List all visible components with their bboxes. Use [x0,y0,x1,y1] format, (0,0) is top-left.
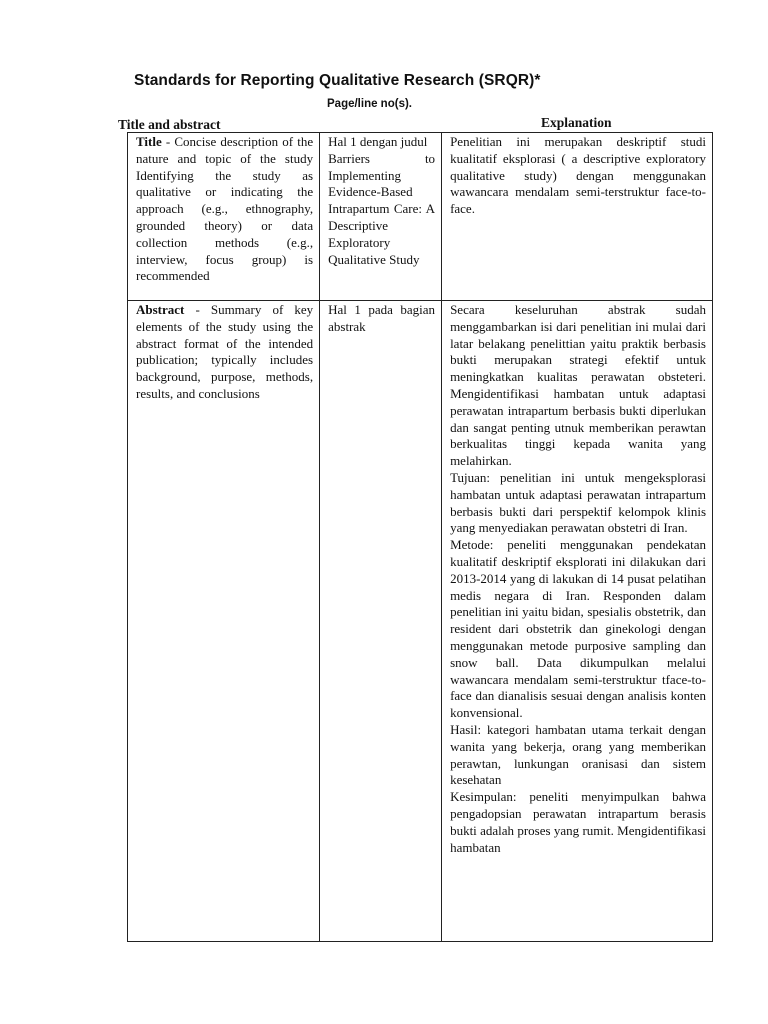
explanation-paragraph: Penelitian ini merupakan deskriptif studi kualitatif eksplorasi ( a descriptive exploratory qualitative study) dengan menggunakan wawancara mendalam semi-terstruktur face-to-face. [450,134,706,217]
page-ref-cell [320,133,442,301]
explanation-cell [442,133,713,301]
item-name: Abstract [136,302,185,317]
page-line-column-header: Page/line no(s). [327,98,412,110]
explanation-paragraph: Hasil: kategori hambatan utama terkait dengan wanita yang bekerja, orang yang memberikan perawtan, lunkungan oranisasi dan sistem kesehatan [450,721,706,788]
page-ref: Hal 1 pada bagian abstrak [328,302,436,334]
page-ref-cell [320,301,442,942]
page-ref: Hal 1 dengan judul [328,134,428,149]
explanation-paragraph: Secara keseluruhan abstrak sudah menggambarkan isi dari penelitian ini mulai dari latar belakang penelittian yaitu praktik berbasis bukti merupakan strategi efektif untuk meningkatkan kualitas perawatan obsteteri. Mengidentifikasi hambatan untuk adaptasi perawatan intrapartum berbasis bukti diperlukan dan sangat penting utnuk memberikan perawtan berkualitas tinggi kepada wanita yang melahirkan. [450,302,706,469]
explanation-column-header: Explanation [541,115,612,130]
page-ref-detail: Barriers to Implementing Evidence-Based Intrapartum Care: A Descriptive Exploratory Qualitative Study [328,150,436,267]
explanation-paragraph: Tujuan: penelitian ini untuk mengeksplorasi hambatan untuk adaptasi perawatan intrapartum berbasis bukti dari perspektif kelompok klinis yang menyediakan perawatan obstetri di Iran. [450,469,706,536]
explanation-cell [442,301,713,942]
item-description: - Concise description of the nature and topic of the study Identifying the study as qualitative or indicating the approach (e.g., ethnography, grounded theory) or data collection methods (e.g., interview, focus group) is recommended [136,134,314,284]
section-heading: Title and abstract [118,117,221,132]
table-row-abstract [128,301,713,942]
item-name: Title [136,134,162,149]
srqr-checklist-table [127,132,713,942]
table-row-title [128,133,713,301]
explanation-paragraph: Metode: peneliti menggunakan pendekatan kualitatif deskriptif eksplorati ini dilakukan dari 2013-2014 yang di lakukan di 14 pusat pelatihan medis negara di Iran. Responden dalam penelitian ini yaitu bidan, spesialis obstetrik, dan resident dari obstetrik dan ginekologi dengan menggunakan metode purposive sampling dan snow ball. Data dikumpulkan melalui wawancara mendalam semi-terstruktur tface-to-face dan dianalisis sesuai dengan analisis konten konvensional. [450,537,706,721]
item-description: - Summary of key elements of the study using the abstract format of the intended publication; typically includes background, purpose, methods, results, and conclusions [136,302,314,401]
item-cell [128,301,320,942]
explanation-paragraph: Kesimpulan: peneliti menyimpulkan bahwa pengadopsian perawatan intrapartum berasis bukti adalah proses yang rumit. Mengidentifikasi hambatan [450,789,706,855]
document-title: Standards for Reporting Qualitative Research (SRQR)* [134,72,541,89]
item-cell [128,133,320,301]
